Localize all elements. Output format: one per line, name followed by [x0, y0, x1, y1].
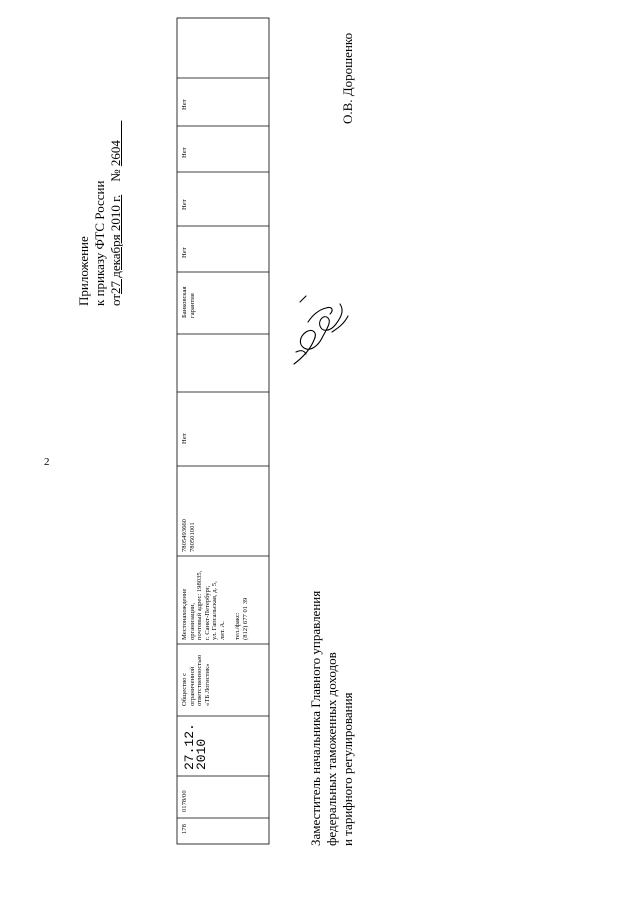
cell-col11: Нет — [181, 199, 188, 210]
signer-name: О.В. Дорошенко — [340, 32, 355, 124]
address-line: ул. Гапсальская, д. 5, — [211, 581, 219, 640]
organization-name-line: «ТБ Логистик» — [203, 663, 211, 706]
organization-name-line: Общество с — [181, 672, 188, 706]
cell-inn-kpp — [181, 519, 196, 552]
page-number: 2 — [44, 456, 50, 468]
signer-title-line3: и тарифного регулирования — [340, 692, 355, 846]
address-line: (812) 677 01 39 — [241, 597, 249, 640]
appendix-date: 27 декабря 2010 г. — [108, 194, 123, 294]
cell-date-line1: 27.12. — [182, 723, 197, 770]
cell-col13: Нет — [181, 99, 188, 110]
cell-address — [181, 571, 249, 640]
address-line: Местонахождение — [181, 588, 188, 640]
address-line: лит. А. — [218, 621, 226, 640]
inn-kpp-line: 7805493660 — [181, 519, 188, 552]
appendix-number-prefix: № — [108, 169, 123, 182]
appendix-number: 2604 — [108, 140, 123, 167]
cell-guarantee — [181, 287, 196, 318]
cell-organization-name — [181, 655, 211, 706]
cell-col12: Нет — [181, 147, 188, 158]
signer-title-line2: федеральных таможенных доходов — [324, 652, 339, 846]
appendix-from: от — [108, 293, 123, 306]
address-line: организации, — [188, 602, 196, 640]
cell-code: 0178/00 — [181, 790, 188, 812]
address-line: почтовый адрес: 198035, — [196, 570, 204, 640]
appendix-line2: к приказу ФТС России — [92, 180, 107, 306]
signature-block — [308, 591, 356, 846]
guarantee-line: гарантия — [188, 293, 196, 318]
organization-name-line: ограниченной — [188, 666, 196, 706]
cell-row-number: 178 — [181, 824, 188, 834]
inn-kpp-line: 780501001 — [188, 522, 196, 552]
guarantee-line: Банковская — [181, 286, 188, 318]
address-line — [227, 571, 235, 640]
organization-name-line: ответственностью — [196, 654, 204, 706]
appendix-line1: Приложение — [76, 236, 91, 306]
handwritten-signature — [288, 292, 354, 368]
signer-title-line1: Заместитель начальника Главного управления — [308, 590, 323, 846]
cell-date-line2: 2010 — [194, 738, 209, 770]
cell-date — [184, 723, 208, 770]
cell-col7: Нет — [181, 433, 188, 444]
address-line: г. Санкт-Петербург, — [203, 585, 211, 640]
cell-col10: Нет — [181, 247, 188, 258]
address-line: тел./факс: — [234, 612, 242, 640]
